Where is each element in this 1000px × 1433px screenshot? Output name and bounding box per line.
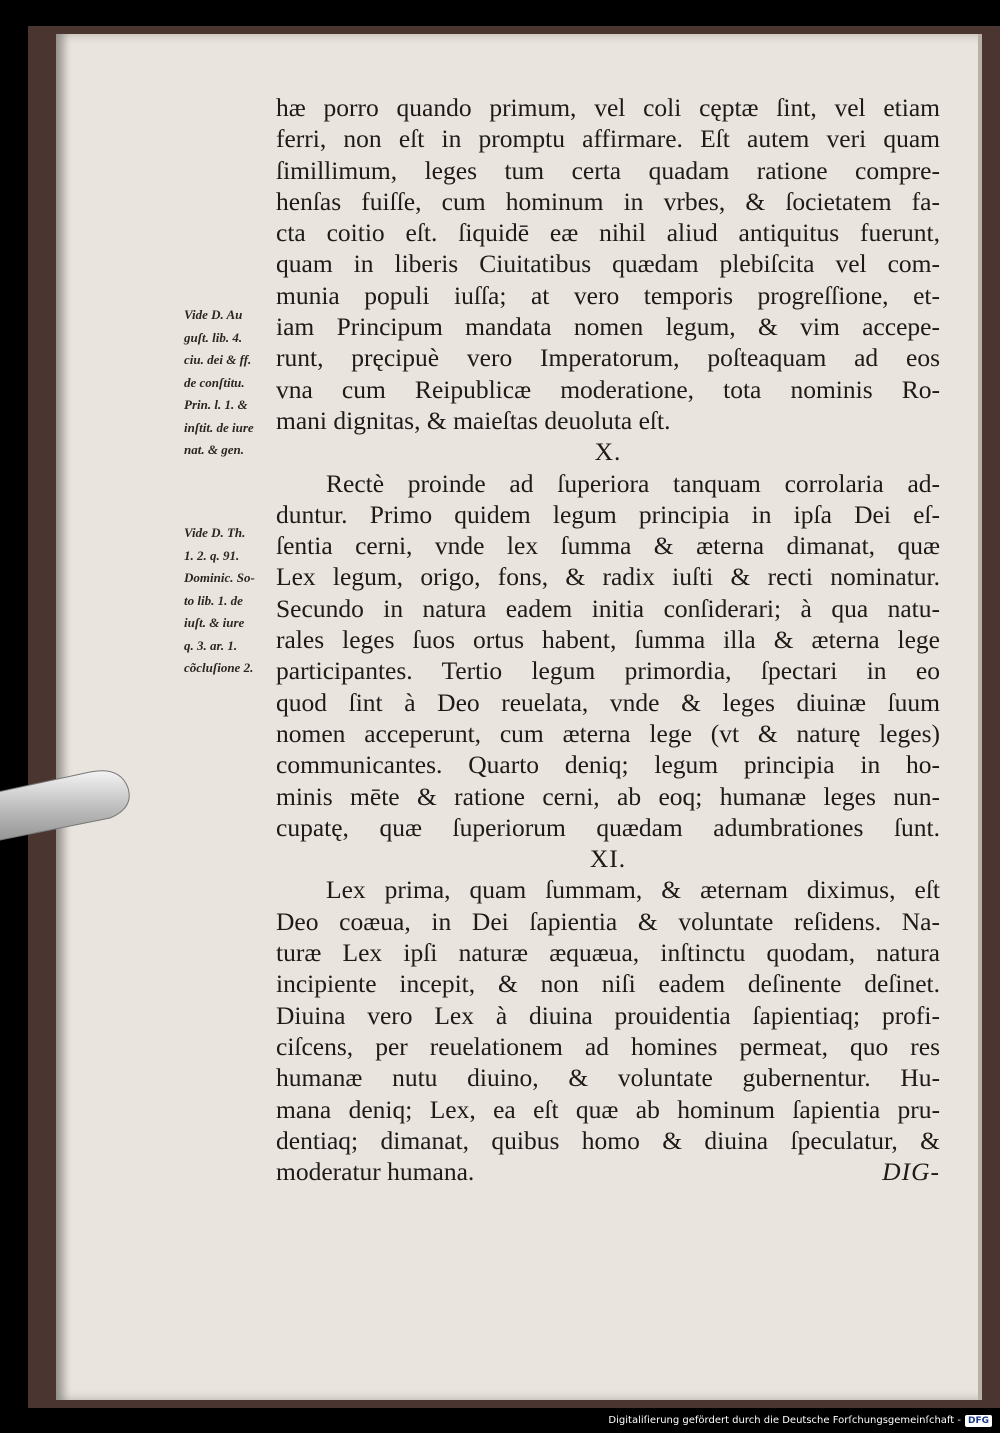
text-line: quod ſint à Deo reuelata, vnde & leges diuinæ ſuum: [276, 687, 940, 717]
page-gutter-shadow: [56, 34, 70, 1400]
page-clip: [0, 768, 136, 846]
text-line: mani dignitas, & maieſtas deuoluta eſt.: [276, 405, 671, 435]
text-line: quam in liberis Ciuitatibus quædam plebiſcita vel com-: [276, 249, 940, 279]
text-line: incipiente incepit, & non niſi eadem deſinente deſinet.: [276, 969, 940, 999]
text-line: mana deniq; Lex, ea eſt quæ ab hominum ſapientia pru-: [276, 1094, 940, 1124]
text-line: iam Principum mandata nomen legum, & vim accepe-: [276, 312, 940, 342]
text-line: moderatur humana.: [276, 1157, 475, 1187]
margin-note-line: nat. & gen.: [184, 442, 244, 457]
margin-note-line: Dominic. So-: [184, 570, 255, 585]
text-line: minis mēte & ratione cerni, ab eoq; humanæ leges nun-: [276, 781, 940, 811]
text-line: turæ Lex ipſi naturæ æquæua, inſtinctu quodam, natura: [276, 938, 940, 968]
text-line: ciſcens, per reuelationem ad homines permeat, quo res: [276, 1031, 940, 1061]
catchword: DIG-: [882, 1157, 940, 1187]
text-line: Secundo in natura eadem initia conſiderari; à qua natu-: [276, 593, 940, 623]
page-edge: [978, 34, 982, 1400]
margin-note-line: 1. 2. q. 91.: [184, 547, 240, 563]
margin-note-line: guſt. lib. 4.: [184, 329, 243, 345]
margin-note-line: iuſt. & iure: [184, 615, 245, 630]
margin-note-line: Prin. l. 1. &: [184, 397, 248, 412]
text-line: participantes. Tertio legum primordia, ſpectari in eo: [276, 656, 940, 686]
section-heading: X.: [594, 437, 622, 467]
margin-note-1: [184, 304, 276, 462]
section-heading: XI.: [589, 844, 627, 874]
text-line: hæ porro quando primum, vel coli cęptæ ſint, vel etiam: [276, 93, 940, 122]
text-line: Lex legum, origo, fons, & radix iuſti & recti nominatur.: [276, 562, 940, 592]
margin-note-line: inſtit. de iure: [184, 419, 254, 435]
text-line: Diuina vero Lex à diuina prouidentia ſapientiaq; profi-: [276, 1000, 940, 1030]
text-line: cupatę, quæ ſuperiorum quædam adumbrationes ſunt.: [276, 812, 940, 842]
margin-note-line: q. 3. ar. 1.: [184, 637, 238, 653]
text-line: duntur. Primo quidem legum principia in ipſa Dei eſ-: [276, 499, 940, 529]
digitization-footer: [608, 1414, 992, 1428]
margin-note-line: cõcluſione 2.: [184, 660, 254, 675]
text-line: communicantes. Quarto deniq; legum principia in ho-: [276, 750, 940, 780]
margin-note-line: Vide D. Th.: [184, 525, 246, 540]
margin-note-line: to lib. 1. de: [184, 592, 243, 608]
text-line: ſentia cerni, vnde lex ſumma & æterna dimanat, quæ: [276, 531, 940, 561]
footer-text: Digitaliſierung gefördert durch die Deutsche Forſchungsgemeinſchaft -: [608, 1415, 961, 1426]
text-line: Rectè proinde ad ſuperiora tanquam corrolaria ad-: [326, 468, 940, 498]
main-text-block: [276, 92, 940, 1187]
text-line: rales leges ſuos ortus habent, ſumma illa & æterna lege: [276, 625, 940, 655]
margin-note-line: de conſtitu.: [184, 374, 245, 390]
text-line: ferri, non eſt in promptu affirmare. Eſt autem veri quam: [276, 124, 940, 154]
text-line: ſimillimum, leges tum certa quadam ratione compre-: [276, 155, 940, 185]
margin-note-2: [184, 522, 276, 680]
dfg-logo-icon: DFG: [965, 1415, 992, 1427]
text-line: henſas fuiſſe, cum hominum in vrbes, & ſocietatem fa-: [276, 186, 940, 216]
text-line: humanæ nutu diuino, & voluntate gubernentur. Hu-: [276, 1063, 940, 1093]
text-line: vna cum Reipublicæ moderatione, tota nominis Ro-: [276, 374, 940, 404]
text-line: cta coitio eſt. ſiquidē eæ nihil aliud antiquitus fuerunt,: [276, 218, 940, 248]
text-line: nomen acceperunt, cum æterna lege (vt & naturę leges): [276, 718, 940, 748]
text-line: Deo coæua, in Dei ſapientia & voluntate reſidens. Na-: [276, 906, 940, 936]
text-line: dentiaq; dimanat, quibus homo & diuina ſpeculatur, &: [276, 1125, 940, 1155]
text-line: Lex prima, quam ſummam, & æternam diximus, eſt: [326, 875, 940, 905]
margin-note-line: Vide D. Au: [184, 307, 243, 322]
text-line: runt, pręcipuè vero Imperatorum, poſteaquam ad eos: [276, 343, 940, 373]
margin-note-line: ciu. dei & ff.: [184, 352, 252, 367]
text-line: munia populi iuſſa; at vero temporis progreſſione, et-: [276, 280, 940, 310]
